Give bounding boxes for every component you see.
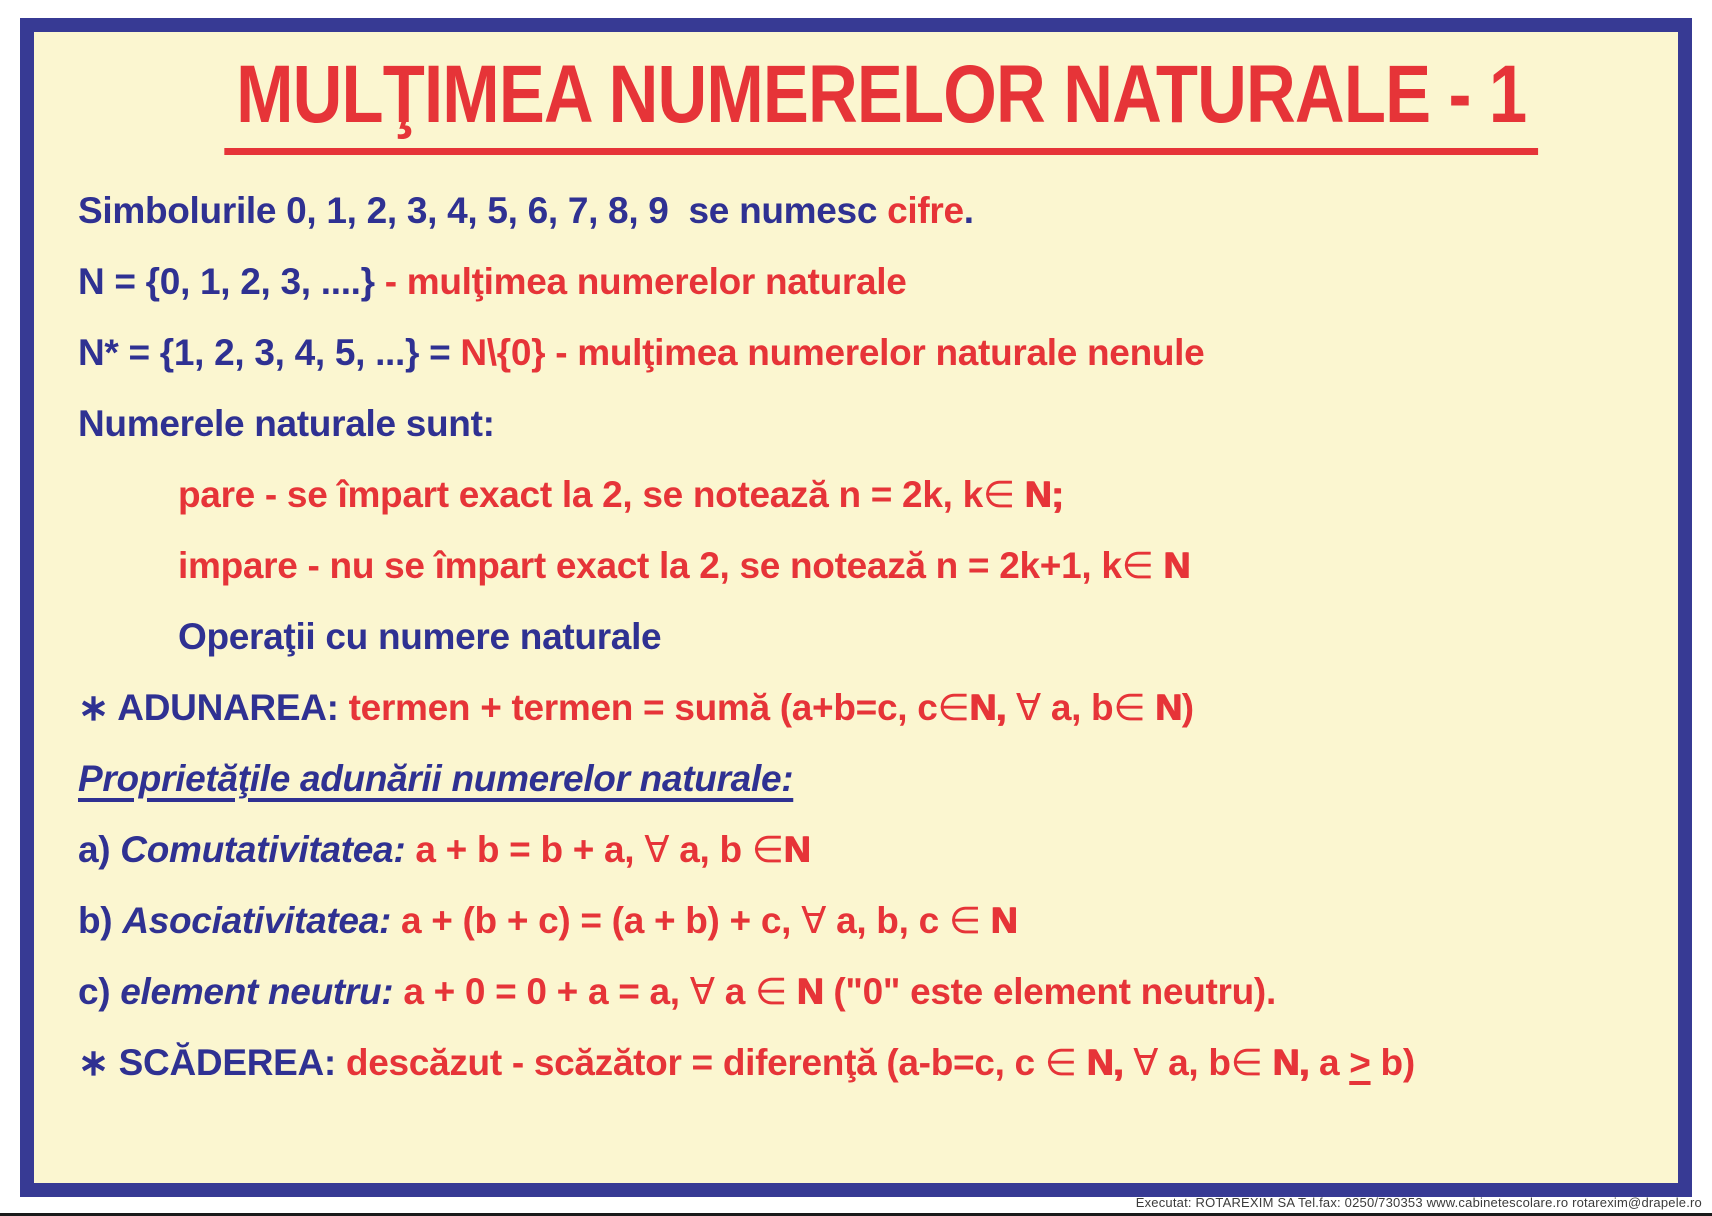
text-line — [78, 545, 1638, 587]
text-line — [78, 971, 1638, 1013]
text-segment: N = {0, 1, 2, 3, ....} — [78, 261, 385, 302]
text-segment: ∀ — [1133, 1042, 1159, 1083]
text-segment: Operaţii cu numere naturale — [178, 616, 662, 657]
text-segment: a + b = b + a, — [415, 829, 645, 870]
text-segment: ∈ — [1044, 1042, 1077, 1083]
text-segment — [1263, 1042, 1273, 1083]
text-segment: a + (b + c) = (a + b) + c, — [400, 900, 802, 941]
text-segment: a — [714, 971, 755, 1012]
text-segment: a — [1318, 1042, 1350, 1083]
text-line — [78, 332, 1638, 374]
text-segment: ∈ — [948, 900, 981, 941]
text-segment: ("0" este element neutru). — [823, 971, 1276, 1012]
text-segment — [1077, 1042, 1087, 1083]
text-line — [78, 190, 1638, 232]
text-line — [78, 758, 1638, 800]
text-segment: N, — [1086, 1042, 1134, 1083]
text-segment: a, b, c — [826, 900, 949, 941]
text-segment — [1145, 687, 1155, 728]
text-segment: N; — [1024, 474, 1064, 515]
text-segment: pare - se împart exact la 2, se notează n = 2k, k — [178, 474, 983, 515]
text-segment: impare - nu se împart exact la 2, se notează n = 2k+1, k — [178, 545, 1122, 586]
text-segment: ∈ — [755, 971, 787, 1012]
text-segment: ∈ — [937, 687, 970, 728]
text-segment: termen + termen = sumă (a+b=c, c — [348, 687, 938, 728]
text-segment: > — [1349, 1042, 1371, 1083]
text-segment: cifre — [887, 190, 964, 231]
text-line — [78, 900, 1638, 942]
text-segment: ∗ SCĂDEREA: — [78, 1042, 346, 1083]
text-segment: element neutru: — [120, 971, 404, 1012]
text-segment: ∀ — [644, 829, 670, 870]
text-segment: N — [783, 829, 811, 870]
text-segment — [1154, 545, 1164, 586]
text-segment: b) — [1370, 1042, 1415, 1083]
text-segment: a) — [78, 829, 121, 870]
text-segment: N — [1163, 545, 1190, 586]
text-segment: ∈ — [1121, 545, 1154, 586]
title-wrap — [0, 48, 1712, 155]
text-segment: descăzut - scăzător = diferenţă (a-b=c, c — [345, 1042, 1045, 1083]
text-line — [78, 261, 1638, 303]
text-segment: Numerele naturale sunt: — [78, 403, 495, 444]
text-segment: ∈ — [1113, 687, 1146, 728]
text-segment: a, b — [1158, 1042, 1231, 1083]
text-segment: a, b — [1040, 687, 1114, 728]
text-segment: a + 0 = 0 + a = a, — [403, 971, 690, 1012]
text-segment: b) — [78, 900, 123, 941]
text-line — [78, 1042, 1638, 1084]
poster-title: MULŢIMEA NUMERELOR NATURALE - 1 — [224, 48, 1538, 155]
text-segment: ) — [1181, 687, 1194, 728]
text-segment: a, b — [669, 829, 752, 870]
content-lines — [78, 190, 1638, 1113]
text-segment: ∈ — [751, 829, 784, 870]
text-segment — [787, 971, 797, 1012]
text-line — [78, 616, 1638, 658]
text-segment: N — [796, 971, 824, 1012]
text-segment: N\{0} - mulţimea numerelor naturale nenule — [460, 332, 1205, 373]
text-segment: - mulţimea numerelor naturale — [384, 261, 907, 302]
text-segment: Simbolurile 0, 1, 2, 3, 4, 5, 6, 7, 8, 9 se numesc — [78, 190, 888, 231]
text-segment: c) — [78, 971, 121, 1012]
text-line — [78, 829, 1638, 871]
text-segment: N* = {1, 2, 3, 4, 5, ...} = — [78, 332, 461, 373]
text-segment: ∗ ADUNAREA: — [78, 687, 349, 728]
text-line — [78, 403, 1638, 445]
text-segment: Proprietăţile adunării numerelor naturale: — [78, 758, 794, 799]
text-segment — [1015, 474, 1025, 515]
text-segment: N, — [1272, 1042, 1319, 1083]
footer-credits: Executat: ROTAREXIM SA Tel.fax: 0250/730353 www.cabinetescolare.ro rotarexim@drapele.ro — [1135, 1195, 1702, 1210]
text-segment: ∀ — [1015, 687, 1041, 728]
text-segment: N — [1155, 687, 1182, 728]
text-segment — [981, 900, 991, 941]
text-segment: N — [990, 900, 1018, 941]
text-segment: N, — [969, 687, 1016, 728]
text-segment: ∈ — [982, 474, 1015, 515]
text-line — [78, 687, 1638, 729]
text-segment: . — [963, 190, 974, 231]
text-segment: Asociativitatea: — [122, 900, 401, 941]
text-segment: ∀ — [801, 900, 827, 941]
text-line — [78, 474, 1638, 516]
text-segment: Comutativitatea: — [120, 829, 416, 870]
text-segment: ∀ — [689, 971, 715, 1012]
text-segment: ∈ — [1230, 1042, 1263, 1083]
